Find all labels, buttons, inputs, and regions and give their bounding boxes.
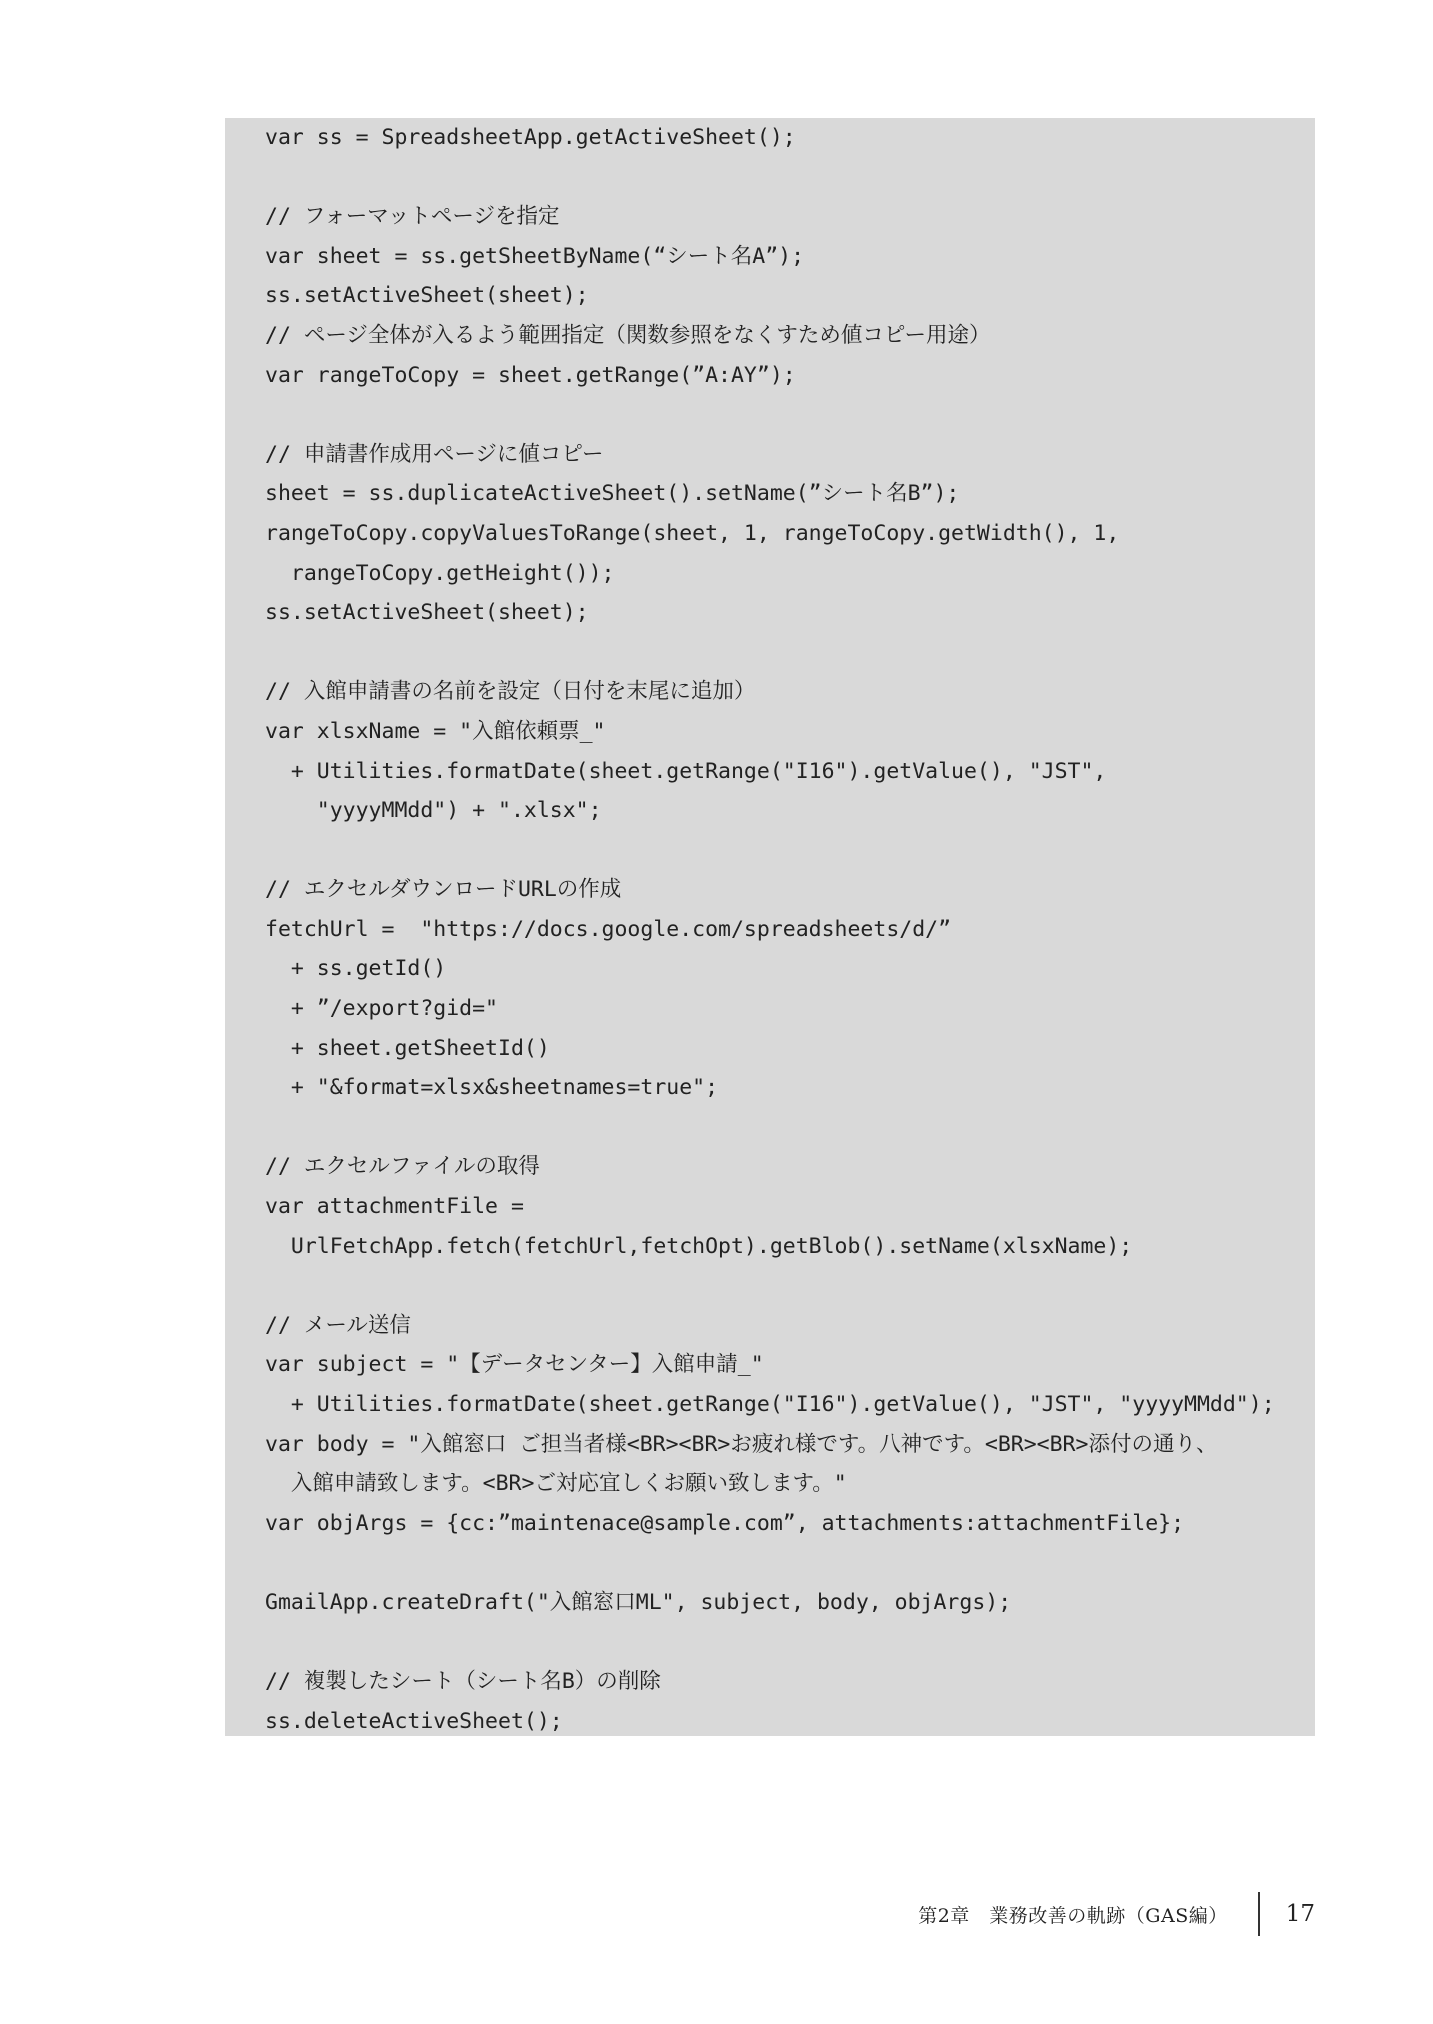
code-line: var attachmentFile = <box>265 1194 524 1220</box>
code-line: + sheet.getSheetId() <box>265 1035 550 1061</box>
code-line: 入館申請致します。<BR>ご対応宜しくお願い致します。" <box>265 1471 847 1497</box>
code-lines <box>265 118 1315 1741</box>
code-line: + ss.getId() <box>265 956 447 982</box>
code-line: var body = "入館窓口 ご担当者様<BR><BR>お疲れ様です。八神です。<BR><BR>添付の通り、 <box>265 1431 1218 1457</box>
code-line: var ss = SpreadsheetApp.getActiveSheet(); <box>265 125 796 150</box>
code-line: + Utilities.formatDate(sheet.getRange("I16").getValue(), "JST", "yyyyMMdd"); <box>265 1392 1275 1417</box>
code-line: UrlFetchApp.fetch(fetchUrl,fetchOpt).getBlob().setName(xlsxName); <box>265 1233 1133 1259</box>
code-line <box>265 1543 1315 1583</box>
code-line <box>265 633 1315 673</box>
code-line <box>265 158 1315 198</box>
code-line <box>265 1108 1315 1148</box>
code-line: // メール送信 <box>265 1312 411 1338</box>
code-line <box>265 1623 1315 1663</box>
code-line: var xlsxName = "入館依頼票_" <box>265 718 606 744</box>
code-line <box>265 1266 1315 1306</box>
code-line: // エクセルファイルの取得 <box>265 1154 540 1180</box>
code-line: + "&format=xlsx&sheetnames=true"; <box>265 1075 719 1101</box>
chapter-title: 第2章 業務改善の軌跡（GAS編） <box>918 1904 1228 1927</box>
footer-divider <box>1258 1892 1260 1936</box>
code-line: ss.deleteActiveSheet(); <box>265 1708 563 1734</box>
page-number: 17 <box>1285 1901 1315 1927</box>
code-line: rangeToCopy.copyValuesToRange(sheet, 1, rangeToCopy.getWidth(), 1, <box>265 520 1120 546</box>
code-line: fetchUrl = "https://docs.google.com/spreadsheets/d/” <box>265 916 952 942</box>
code-line: rangeToCopy.getHeight()); <box>265 560 615 586</box>
code-line: // エクセルダウンロードURLの作成 <box>265 877 622 903</box>
code-line: var subject = "【データセンター】入館申請_" <box>265 1352 764 1378</box>
page-footer <box>918 1890 1315 1938</box>
code-line: sheet = ss.duplicateActiveSheet().setName(”シート名B”); <box>265 481 960 507</box>
code-line: ss.setActiveSheet(sheet); <box>265 283 589 309</box>
code-line: var objArgs = {cc:”maintenace@sample.com”, attachments:attachmentFile}; <box>265 1510 1185 1536</box>
code-line: GmailApp.createDraft("入館窓口ML", subject, body, objArgs); <box>265 1589 1012 1615</box>
code-line: // ページ全体が入るよう範囲指定（関数参照をなくすため値コピー用途） <box>265 322 991 348</box>
code-line <box>265 831 1315 871</box>
code-line: // 入館申請書の名前を設定（日付を末尾に追加） <box>265 679 756 705</box>
code-line: // フォーマットページを指定 <box>265 204 560 230</box>
code-line <box>265 395 1315 435</box>
code-line: + Utilities.formatDate(sheet.getRange("I16").getValue(), "JST", <box>265 758 1107 784</box>
code-line: "yyyyMMdd") + ".xlsx"; <box>265 798 602 824</box>
code-line: // 複製したシート（シート名B）の削除 <box>265 1669 661 1695</box>
code-block <box>225 118 1315 1736</box>
code-line: // 申請書作成用ページに値コピー <box>265 441 604 467</box>
code-line: + ”/export?gid=" <box>265 996 498 1022</box>
code-line: ss.setActiveSheet(sheet); <box>265 600 589 626</box>
code-line: var sheet = ss.getSheetByName(“シート名A”); <box>265 243 805 269</box>
code-line: var rangeToCopy = sheet.getRange(”A:AY”); <box>265 362 796 388</box>
